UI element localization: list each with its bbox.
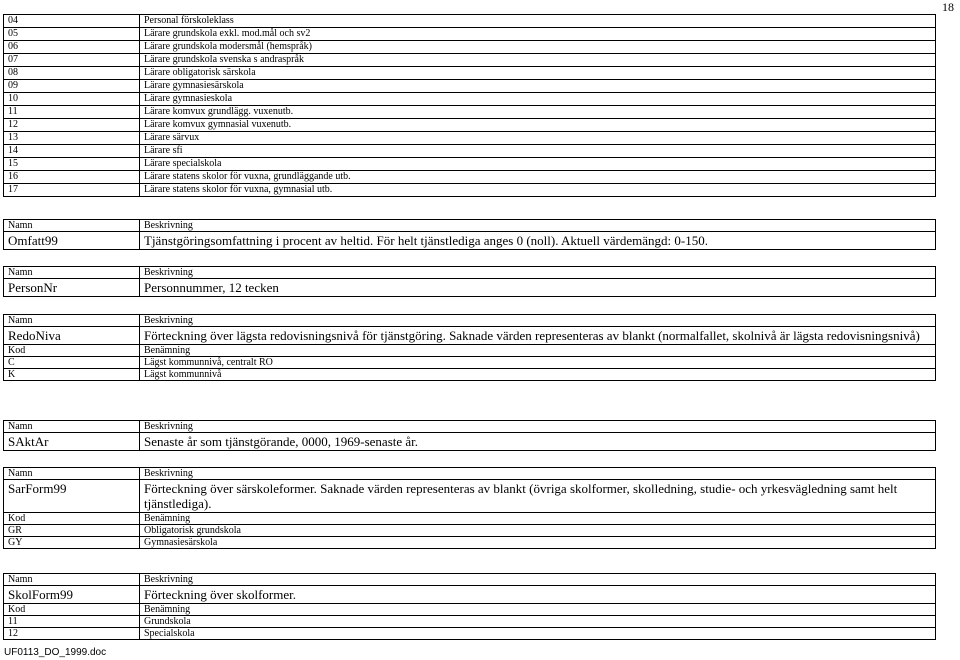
label-cell: Lärare grundskola modersmål (hemspråk) — [140, 41, 936, 54]
label-cell: Lärare komvux grundlägg. vuxenutb. — [140, 106, 936, 119]
code-cell: 07 — [4, 54, 140, 67]
table-row — [4, 28, 936, 41]
label-cell: Lärare särvux — [140, 132, 936, 145]
variable-table-saktar — [3, 420, 936, 451]
code-header: Kod — [4, 513, 140, 525]
name-header: Namn — [4, 220, 140, 232]
name-header: Namn — [4, 468, 140, 480]
name-header: Namn — [4, 421, 140, 433]
label-cell: Personal förskoleklass — [140, 15, 936, 28]
table-row — [4, 15, 936, 28]
code-cell: C — [4, 357, 140, 369]
variable-name: SarForm99 — [4, 480, 140, 513]
label-cell: Lägst kommunnivå, centralt RO — [140, 357, 936, 369]
label-cell: Lärare statens skolor för vuxna, grundläggande utb. — [140, 171, 936, 184]
code-cell: 13 — [4, 132, 140, 145]
table-row — [4, 93, 936, 106]
label-cell: Obligatorisk grundskola — [140, 525, 936, 537]
label-header: Benämning — [140, 513, 936, 525]
variable-table-skolform99 — [3, 573, 936, 640]
variable-description: Förteckning över skolformer. — [140, 586, 936, 604]
variable-table-redoniva — [3, 314, 936, 381]
label-cell: Lärare gymnasiesärskola — [140, 80, 936, 93]
table-row — [4, 119, 936, 132]
table-row — [4, 158, 936, 171]
code-header: Kod — [4, 604, 140, 616]
variable-name: RedoNiva — [4, 327, 140, 345]
table-row — [4, 132, 936, 145]
variable-name: Omfatt99 — [4, 232, 140, 250]
code-cell: 08 — [4, 67, 140, 80]
variable-description: Förteckning över särskoleformer. Saknade värden representeras av blankt (övriga skolformer, skolledning, studie- och yrkesvägledning samt helt tjänstlediga). — [140, 480, 936, 513]
code-cell: 11 — [4, 616, 140, 628]
label-cell: Lärare sfi — [140, 145, 936, 158]
table-row — [4, 628, 936, 640]
code-cell: 06 — [4, 41, 140, 54]
code-cell: GR — [4, 525, 140, 537]
code-cell: 15 — [4, 158, 140, 171]
table-row — [4, 145, 936, 158]
table-row — [4, 41, 936, 54]
variable-description: Tjänstgöringsomfattning i procent av heltid. För helt tjänstlediga anges 0 (noll). Aktuell värdemängd: 0-150. — [140, 232, 936, 250]
code-cell: 14 — [4, 145, 140, 158]
table-row — [4, 80, 936, 93]
variable-description: Personnummer, 12 tecken — [140, 279, 936, 297]
name-header: Namn — [4, 267, 140, 279]
code-cell: 16 — [4, 171, 140, 184]
table-row — [4, 369, 936, 381]
description-header: Beskrivning — [140, 574, 936, 586]
table-row — [4, 537, 936, 549]
variable-table-sarform99 — [3, 467, 936, 549]
table-row — [4, 525, 936, 537]
label-cell: Lärare gymnasieskola — [140, 93, 936, 106]
description-header: Beskrivning — [140, 267, 936, 279]
description-header: Beskrivning — [140, 315, 936, 327]
variable-name: SAktAr — [4, 433, 140, 451]
table-row — [4, 616, 936, 628]
label-cell: Lärare grundskola svenska s andraspråk — [140, 54, 936, 67]
table-row — [4, 67, 936, 80]
name-header: Namn — [4, 315, 140, 327]
table-row — [4, 184, 936, 197]
code-cell: 05 — [4, 28, 140, 41]
table-row — [4, 357, 936, 369]
label-cell: Lärare grundskola exkl. mod.mål och sv2 — [140, 28, 936, 41]
table-row — [4, 106, 936, 119]
code-cell: 04 — [4, 15, 140, 28]
code-cell: 10 — [4, 93, 140, 106]
code-cell: 12 — [4, 119, 140, 132]
variable-description: Senaste år som tjänstgörande, 0000, 1969-senaste år. — [140, 433, 936, 451]
variable-name: PersonNr — [4, 279, 140, 297]
label-cell: Lägst kommunnivå — [140, 369, 936, 381]
table-row — [4, 54, 936, 67]
label-cell: Grundskola — [140, 616, 936, 628]
code-cell: 12 — [4, 628, 140, 640]
label-header: Benämning — [140, 345, 936, 357]
label-cell: Lärare statens skolor för vuxna, gymnasial utb. — [140, 184, 936, 197]
variable-table-personnr — [3, 266, 936, 297]
code-cell: 17 — [4, 184, 140, 197]
label-header: Benämning — [140, 604, 936, 616]
label-cell: Lärare komvux gymnasial vuxenutb. — [140, 119, 936, 132]
name-header: Namn — [4, 574, 140, 586]
code-cell: 11 — [4, 106, 140, 119]
description-header: Beskrivning — [140, 468, 936, 480]
label-cell: Lärare obligatorisk särskola — [140, 67, 936, 80]
code-cell: GY — [4, 537, 140, 549]
code-cell: K — [4, 369, 140, 381]
table-row — [4, 171, 936, 184]
variable-table-omfatt99 — [3, 219, 936, 250]
footer-filename: UF0113_DO_1999.doc — [4, 647, 107, 658]
description-header: Beskrivning — [140, 421, 936, 433]
label-cell: Lärare specialskola — [140, 158, 936, 171]
variable-description: Förteckning över lägsta redovisningsnivå för tjänstgöring. Saknade värden representeras av blankt (normalfallet, skolnivå är lägsta redovisningsnivå) — [140, 327, 936, 345]
label-cell: Gymnasiesärskola — [140, 537, 936, 549]
page-number: 18 — [942, 0, 954, 14]
code-header: Kod — [4, 345, 140, 357]
top-code-table — [3, 14, 936, 197]
label-cell: Specialskola — [140, 628, 936, 640]
variable-name: SkolForm99 — [4, 586, 140, 604]
code-cell: 09 — [4, 80, 140, 93]
description-header: Beskrivning — [140, 220, 936, 232]
